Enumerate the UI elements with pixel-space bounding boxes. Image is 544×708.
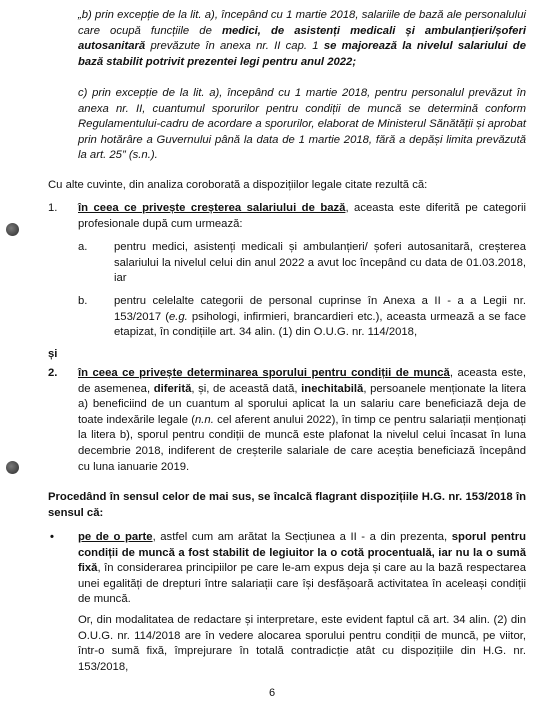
punch-hole-icon (6, 461, 19, 474)
item-2-emphasis: în ceea ce privește determinarea sporului pentru condiții de muncă (78, 367, 450, 379)
sub-item-a-letter: a. (78, 241, 88, 253)
quote-b-text: „b) prin excepție de la lit. a), începând cu 1 martie 2018, salariile de bază ale personalului care ocupă funcțiile de (78, 9, 526, 37)
item-1-rest: , aceasta este diferită pe categorii profesionale după cum urmează: (78, 202, 526, 230)
item-1-number: 1. (48, 202, 58, 214)
sub-item-a-text: pentru medici, asistenți medicali și ambulanțieri/ șoferi autosanitară, creșterea salariului la nivelul celui din anul 2022 a avut loc începând cu data de 01.03.2018, iar (114, 241, 526, 285)
sub-item-b-italic: e.g. (168, 310, 188, 323)
item-2-part: , persoanele menționate la litera a) beneficiind de un cuantum al sporului aplicat la un salariu care beneficiază deja de toate indexările legale ( (78, 382, 526, 426)
sub-item-b-text (114, 294, 526, 341)
sub-item-b-part: psihologi, infirmieri, brancardieri etc.), aceasta urmează a se face etapizat, în condițiile art. 34 alin. (1) din O.U.G. nr. 114/2018, (114, 310, 526, 339)
page-number: 6 (268, 687, 276, 699)
item-2-number: 2. (48, 367, 58, 379)
bullet-bold: sporul pentru condiții de muncă a fost stabilit de legiuitor la o cotă procentuală, iar nu la o sumă fixă (78, 531, 526, 575)
punch-hole-icon (6, 223, 19, 236)
bullet-symbol: • (50, 531, 54, 543)
quote-b-emphasis: se majorează la nivelul salariului de bază stabilit potrivit prezentei legi pentru anul 2022; (78, 40, 526, 68)
bullet-paragraph (78, 530, 526, 608)
item-1-text (78, 201, 526, 232)
item-2-part: cel aferent anului 2022), în timp ce pentru salariații menționați la litera b), sporul pentru condiții de muncă este plafonat la nivelul celui încasat în luna decembrie 2018, indiferent de creșterile salariale de care aceștia beneficiază începând cu luna ianuarie 2019. (78, 413, 526, 473)
sub-item-b-part: pentru celelalte categorii de personal cuprinse în Anexa a II - a a Legii nr. 153/2017 ( (114, 295, 526, 323)
section-conclusion-heading: Procedând în sensul celor de mai sus, se încalcă flagrant dispozițiile H.G. nr. 153/2018 în sensul că: (48, 491, 526, 519)
item-2-bold: diferită (153, 382, 192, 395)
quote-b-emphasis: medici, de asistenți medicali și ambulanțieri/șoferi autosanitară (78, 24, 526, 53)
sub-item-b-letter: b. (78, 295, 88, 307)
quote-paragraph-b (78, 8, 526, 70)
quote-paragraph-c: c) prin excepție de la lit. a), începând cu 1 martie 2018, pentru personalul prevăzut în anexa nr. II, cuantumul sporurilor pentru condiții de muncă se determină conform Regulamentului-cadru de acordare a sporurilor, elaborat de Ministerul Sănătății și aprobat prin hotărâre a Guvernului până la data de 1 martie 2018, fără a depăși limita prevăzută la art. 25” (s.n.). (78, 87, 526, 162)
item-2-bold: inechitabilă (301, 382, 364, 395)
item-2-text (78, 366, 526, 475)
item-2-italic: n.n. (195, 413, 214, 426)
bullet-part: , astfel cum am arătat la Secțiunea a II - a din prezenta, (152, 531, 452, 543)
quote-b-text: prevăzute în anexa nr. II cap. 1 (145, 40, 324, 53)
conjunction-si: și (48, 348, 58, 360)
item-2-part: , și, de această dată, (191, 382, 302, 395)
bullet-part: , în considerarea principiilor pe care le-am expus deja și care au la bază respectarea unei egalități de drepturi între salariații care își desfășoară activitatea în aceleași condiții de muncă. (78, 562, 526, 606)
bullet-emphasis: pe de o parte (78, 531, 153, 543)
intro-sentence: Cu alte cuvinte, din analiza coroborată a dispozițiilor legale citate rezultă că: (48, 179, 428, 191)
item-1-emphasis: în ceea ce privește creșterea salariului de bază (78, 202, 346, 214)
closing-paragraph: Or, din modalitatea de redactare și interpretare, este evident faptul că art. 34 alin. (2) din O.U.G. nr. 114/2018 are în vedere alocarea sporului pentru condiții de muncă, pe viitor, într-o sumă fixă, împrejurare în totală contradicție atât cu dispozițiile din H.G. nr. 153/2018, (78, 614, 526, 673)
item-2-part: , aceasta este, de asemenea, (78, 367, 526, 395)
